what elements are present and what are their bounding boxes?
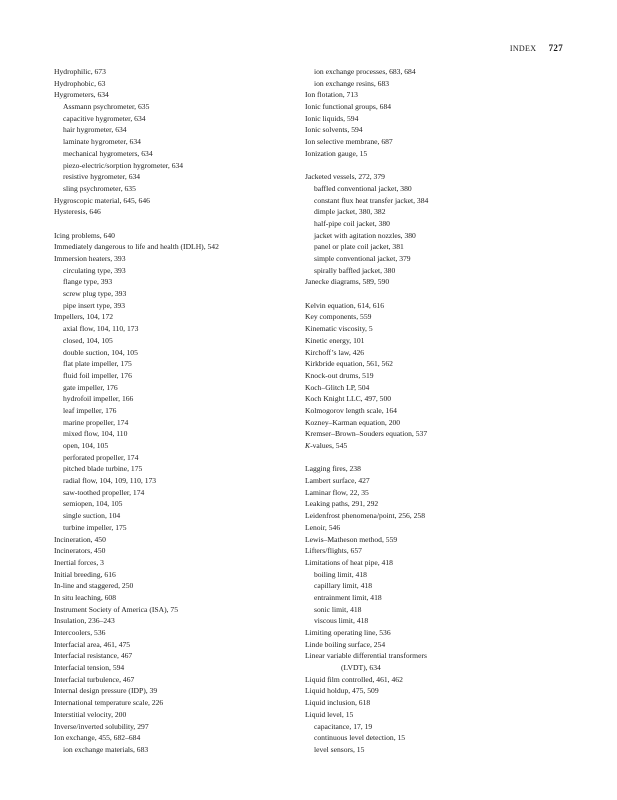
section-gap [305, 160, 550, 172]
index-subentry: jacket with agitation nozzles, 380 [314, 230, 416, 240]
index-entry: Insulation, 236–243 [54, 616, 115, 626]
page-number: 727 [548, 43, 563, 53]
index-entry: Lifters/flights, 657 [305, 546, 362, 556]
index-entry: Hydrophobic, 63 [54, 78, 106, 88]
index-subentry: mechanical hygrometers, 634 [63, 148, 153, 158]
index-subentry: sonic limit, 418 [314, 604, 362, 614]
index-entry: Liquid inclusion, 618 [305, 698, 371, 708]
index-subentry: capacitive hygrometer, 634 [63, 113, 146, 123]
index-subentry: single suction, 104 [63, 511, 121, 521]
index-entry: Hysteresis, 646 [54, 207, 101, 217]
index-entry: Koch Knight LLC, 497, 500 [305, 394, 392, 404]
index-subentry: double suction, 104, 105 [63, 347, 138, 357]
index-subentry: level sensors, 15 [314, 744, 365, 754]
index-subentry: flat plate impeller, 175 [63, 359, 132, 369]
index-subentry: perforated propeller, 174 [63, 452, 139, 462]
index-entry: Internal design pressure (IDP), 39 [54, 686, 158, 696]
index-entry: Knock-out drums, 519 [305, 370, 374, 380]
index-subentry: ion exchange processes, 683, 684 [314, 67, 416, 76]
index-entry: Lenoir, 546 [305, 522, 341, 532]
index-subentry: Assmann psychrometer, 635 [63, 102, 150, 112]
index-subentry: circulating type, 393 [63, 265, 126, 275]
index-subentry: flange type, 393 [63, 277, 113, 287]
index-entry: Kinetic energy, 101 [305, 335, 365, 345]
index-entry: Lagging fires, 238 [305, 464, 361, 474]
section-gap [305, 288, 550, 300]
index-entry: In situ leaching, 608 [54, 592, 117, 602]
index-entry: Ionization gauge, 15 [305, 148, 368, 158]
index-subentry: semiopen, 104, 105 [63, 499, 123, 509]
index-entry: Impellers, 104, 172 [54, 312, 114, 322]
index-entry: Incineration, 450 [54, 534, 106, 544]
index-subentry: half-pipe coil jacket, 380 [314, 218, 390, 228]
index-entry: Lewis–Matheson method, 559 [305, 534, 398, 544]
index-entry: Kelvin equation, 614, 616 [305, 300, 385, 310]
index-entry: Kolmogorov length scale, 164 [305, 405, 397, 415]
index-subentry: ion exchange resins, 683 [314, 78, 390, 88]
index-subentry: resistive hygrometer, 634 [63, 172, 141, 182]
index-subentry: gate impeller, 176 [63, 382, 118, 392]
index-subentry: turbine impeller, 175 [63, 522, 127, 532]
index-subentry: piezo-electric/sorption hygrometer, 634 [63, 160, 184, 170]
index-subentry: mixed flow, 104, 110 [63, 429, 128, 439]
index-entry: Interstitial velocity, 200 [54, 709, 127, 719]
index-entry: Incinerators, 450 [54, 546, 106, 556]
index-subentry: simple conventional jacket, 379 [314, 254, 411, 263]
index-entry: Linear variable differential transformers [305, 651, 427, 661]
index-subentry: panel or plate coil jacket, 381 [314, 242, 404, 252]
index-entry: Initial breeding, 616 [54, 569, 116, 579]
index-entry: Janecke diagrams, 589, 590 [305, 277, 390, 287]
index-entry: International temperature scale, 226 [54, 698, 164, 708]
section-gap [54, 218, 299, 230]
index-entry: Liquid film controlled, 461, 462 [305, 674, 403, 684]
index-entry: Linde boiling surface, 254 [305, 639, 386, 649]
index-entry: Liquid level, 15 [305, 709, 354, 719]
index-entry: K-values, 545 [305, 441, 348, 450]
index-entry: Interfacial resistance, 467 [54, 651, 133, 661]
index-entry: Intercoolers, 536 [54, 628, 106, 637]
index-subentry: hydrofoil impeller, 166 [63, 394, 134, 404]
index-entry: Limitations of heat pipe, 418 [305, 557, 393, 567]
index-entry: Kremser–Brown–Souders equation, 537 [305, 429, 428, 439]
index-entry: Ionic functional groups, 684 [305, 102, 392, 112]
index-entry: Limiting operating line, 536 [305, 628, 391, 637]
index-subentry: fluid foil impeller, 176 [63, 370, 132, 380]
index-subentry: screw plug type, 393 [63, 289, 127, 299]
index-entry: Immersion heaters, 393 [54, 254, 126, 263]
index-entry: Kirkbride equation, 561, 562 [305, 359, 393, 369]
index-subentry: ion exchange materials, 683 [63, 744, 149, 754]
index-entry: Ion exchange, 455, 682–684 [54, 733, 141, 743]
index-entry: Laminar flow, 22, 35 [305, 487, 369, 497]
index-subentry: open, 104, 105 [63, 441, 109, 450]
index-entry: Kozney–Karman equation, 200 [305, 417, 401, 427]
index-subentry: sling psychrometer, 635 [63, 183, 136, 193]
index-entry: Koch–Glitch LP, 504 [305, 382, 370, 392]
index-subentry: laminate hygrometer, 634 [63, 137, 141, 147]
index-entry: Liquid holdup, 475, 509 [305, 686, 379, 696]
index-subentry: capacitance, 17, 19 [314, 721, 373, 731]
index-subentry: pipe insert type, 393 [63, 300, 126, 310]
running-header [510, 43, 563, 53]
index-subentry: baffled conventional jacket, 380 [314, 183, 412, 193]
index-entry: Ion flotation, 713 [305, 90, 358, 100]
index-entry: Leaking paths, 291, 292 [305, 499, 379, 509]
index-entry: Leidenfrost phenomena/point, 256, 258 [305, 511, 425, 521]
index-subentry: axial flow, 104, 110, 173 [63, 324, 139, 334]
index-entry: Lambert surface, 427 [305, 476, 370, 486]
index-entry: Immediately dangerous to life and health (IDLH), 542 [54, 242, 219, 252]
index-subentry: entrainment limit, 418 [314, 592, 382, 602]
index-subentry: continuous level detection, 15 [314, 733, 406, 743]
index-entry: Interfacial area, 461, 475 [54, 639, 131, 649]
index-entry: Key components, 559 [305, 312, 372, 322]
index-entry: Kinematic viscosity, 5 [305, 324, 373, 334]
index-entry: Inverse/inverted solubility, 297 [54, 721, 149, 731]
header-title: INDEX [509, 44, 537, 53]
index-subentry: (LVDT), 634 [341, 663, 381, 673]
index-column-left [54, 66, 299, 756]
index-subentry: closed, 104, 105 [63, 335, 113, 345]
index-entry: Instrument Society of America (ISA), 75 [54, 604, 179, 614]
index-subentry: spirally baffled jacket, 380 [314, 265, 396, 275]
index-subentry: viscous limit, 418 [314, 616, 369, 626]
index-entry: Interfacial turbulence, 467 [54, 674, 135, 684]
index-entry: Inertial forces, 3 [54, 557, 104, 567]
index-subentry: capillary limit, 418 [314, 581, 372, 591]
index-entry: In-line and staggered, 250 [54, 581, 134, 591]
index-entry: Icing problems, 640 [54, 230, 115, 240]
index-entry: Interfacial tension, 594 [54, 663, 125, 673]
index-subentry: hair hygrometer, 634 [63, 125, 127, 135]
index-column-right [305, 66, 550, 756]
index-entry: Ionic solvents, 594 [305, 125, 363, 135]
index-entry: Hygroscopic material, 645, 646 [54, 195, 150, 205]
index-subentry: boiling limit, 418 [314, 569, 367, 579]
index-entry: Kirchoff’s law, 426 [305, 347, 365, 357]
index-subentry: radial flow, 104, 109, 110, 173 [63, 476, 157, 486]
index-entry: Hydrophilic, 673 [54, 67, 106, 76]
index-entry: Hygrometers, 634 [54, 90, 109, 100]
index-subentry: dimple jacket, 380, 382 [314, 207, 386, 217]
index-entry: Ionic liquids, 594 [305, 113, 359, 123]
index-subentry: leaf impeller, 176 [63, 405, 117, 415]
section-gap [305, 452, 550, 464]
index-entry: Ion selective membrane, 687 [305, 137, 393, 147]
index-subentry: pitched blade turbine, 175 [63, 464, 143, 474]
index-entry: Jacketed vessels, 272, 379 [305, 172, 385, 182]
index-subentry: marine propeller, 174 [63, 417, 129, 427]
index-subentry: saw-toothed propeller, 174 [63, 487, 145, 497]
index-subentry: constant flux heat transfer jacket, 384 [314, 195, 429, 205]
